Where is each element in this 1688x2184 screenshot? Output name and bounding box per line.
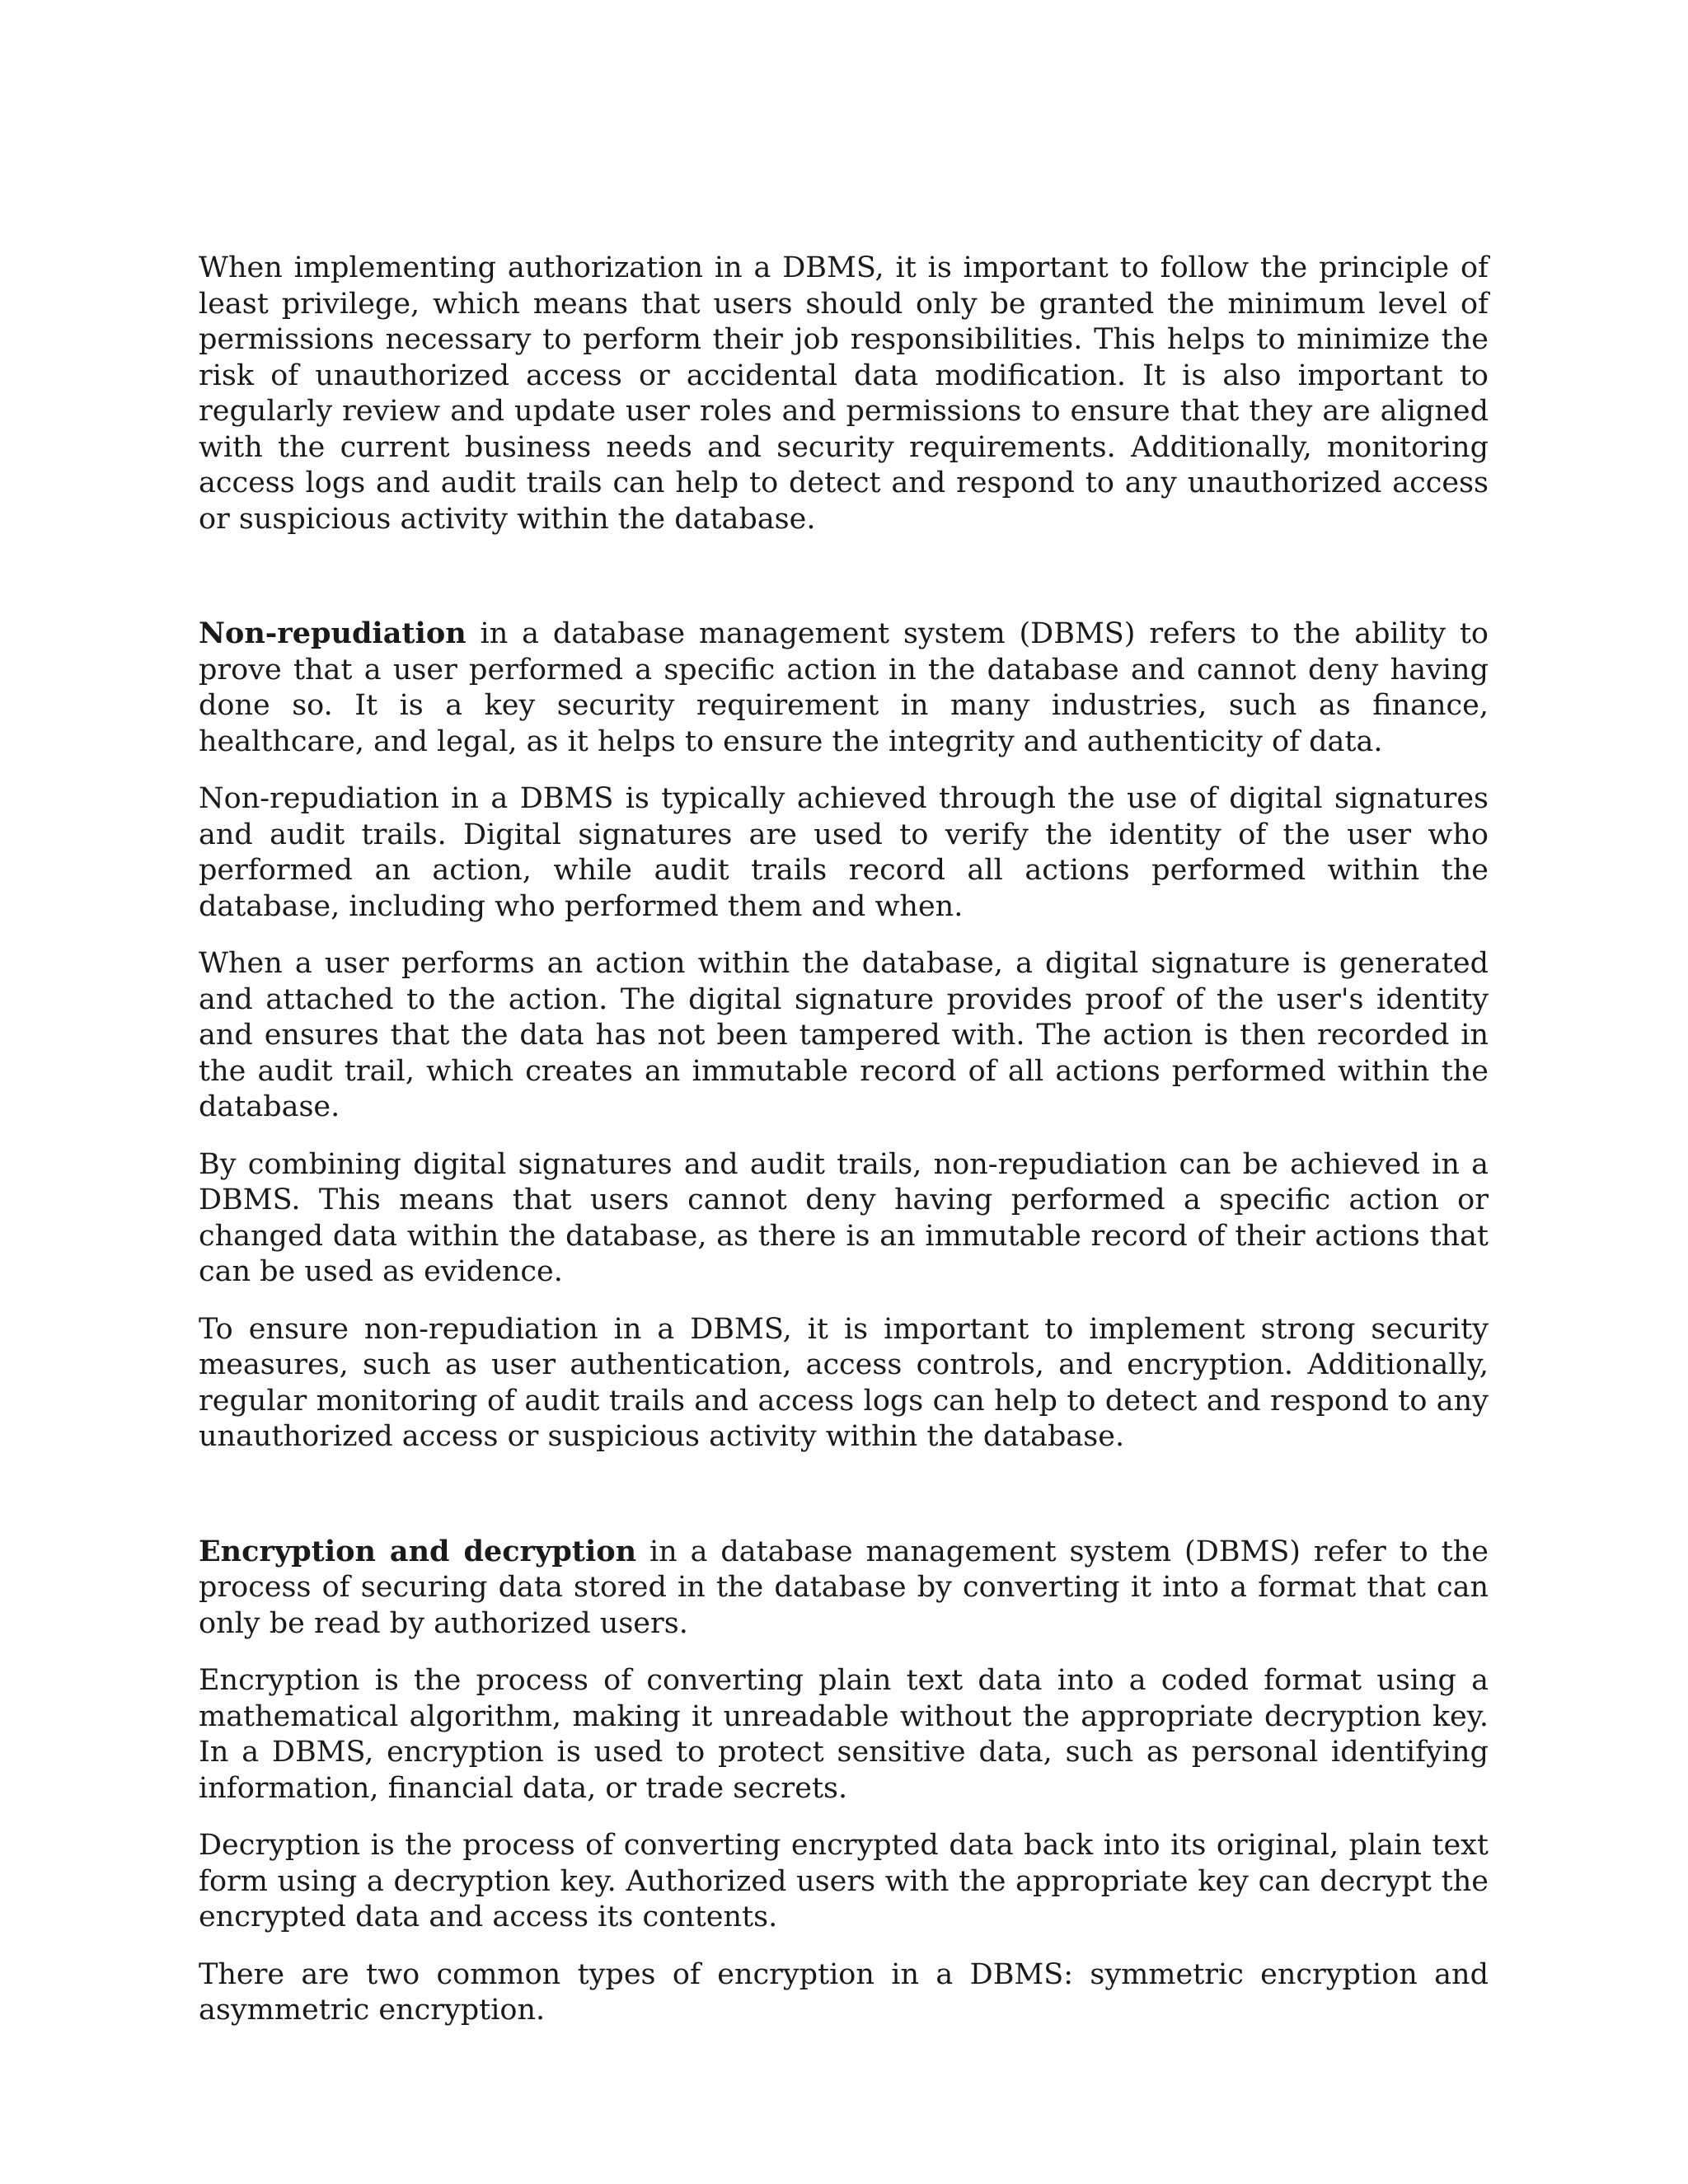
encryption-definition: in a database management system (DBMS) refer to the process of securing data stored in the database by converting it into a format that can only be read by authorized users. [199,1535,1489,1640]
paragraph-encryption-types: There are two common types of encryption in a DBMS: symmetric encryption and asymmetric encryption. [199,1957,1489,2027]
paragraph-least-privilege: When implementing authorization in a DBMS, it is important to follow the principle of least privilege, which means that users should only be granted the minimum level of permissions necessary to perform their job responsibilities. This helps to minimize the risk of unauthorized access or accidental data modification. It is also important to regularly review and update user roles and permissions to ensure that they are aligned with the current business needs and security requirements. Additionally, monitoring access logs and audit trails can help to detect and respond to any unauthorized access or suspicious activity within the database. [199,251,1489,536]
paragraph-encryption-intro [199,1534,1489,1643]
term-non-repudiation: Non-repudiation [199,616,467,650]
paragraph-digital-signatures: Non-repudiation in a DBMS is typically achieved through the use of digital signatures and audit trails. Digital signatures are used to verify the identity of the user who performed an action, while audit trails record all actions performed within the database, including who performed them and when. [199,782,1489,923]
paragraph-encryption: Encryption is the process of converting plain text data into a coded format using a mathematical algorithm, making it unreadable without the appropriate decryption key. In a DBMS, encryption is used to protect sensitive data, such as personal identifying information, financial data, or trade secrets. [199,1664,1489,1805]
paragraph-non-repudiation-intro [199,616,1489,760]
term-encryption-decryption: Encryption and decryption [199,1534,637,1568]
paragraph-decryption: Decryption is the process of converting encrypted data back into its original, plain text form using a decryption key. Authorized users with the appropriate key can decrypt the encrypted data and access its contents. [199,1829,1489,1933]
paragraph-signature-process: When a user performs an action within the database, a digital signature is generated and attached to the action. The digital signature provides proof of the user's identity and ensures that the data has not been tampered with. The action is then recorded in the audit trail, which creates an immutable record of all actions performed within the database. [199,947,1489,1123]
non-repudiation-definition: in a database management system (DBMS) refers to the ability to prove that a user performed a specific action in the database and cannot deny having done so. It is a key security requirement in many industries, such as finance, healthcare, and legal, as it helps to ensure the integrity and authenticity of data. [199,617,1489,758]
document-page [199,251,1489,2029]
paragraph-combining-signatures: By combining digital signatures and audit trails, non-repudiation can be achieved in a DBMS. This means that users cannot deny having performed a specific action or changed data within the database, as there is an immutable record of their actions that can be used as evidence. [199,1147,1489,1288]
paragraph-ensure-non-repudiation: To ensure non-repudiation in a DBMS, it is important to implement strong security measures, such as user authentication, access controls, and encryption. Additionally, regular monitoring of audit trails and access logs can help to detect and respond to any unauthorized access or suspicious activity within the database. [199,1312,1489,1453]
